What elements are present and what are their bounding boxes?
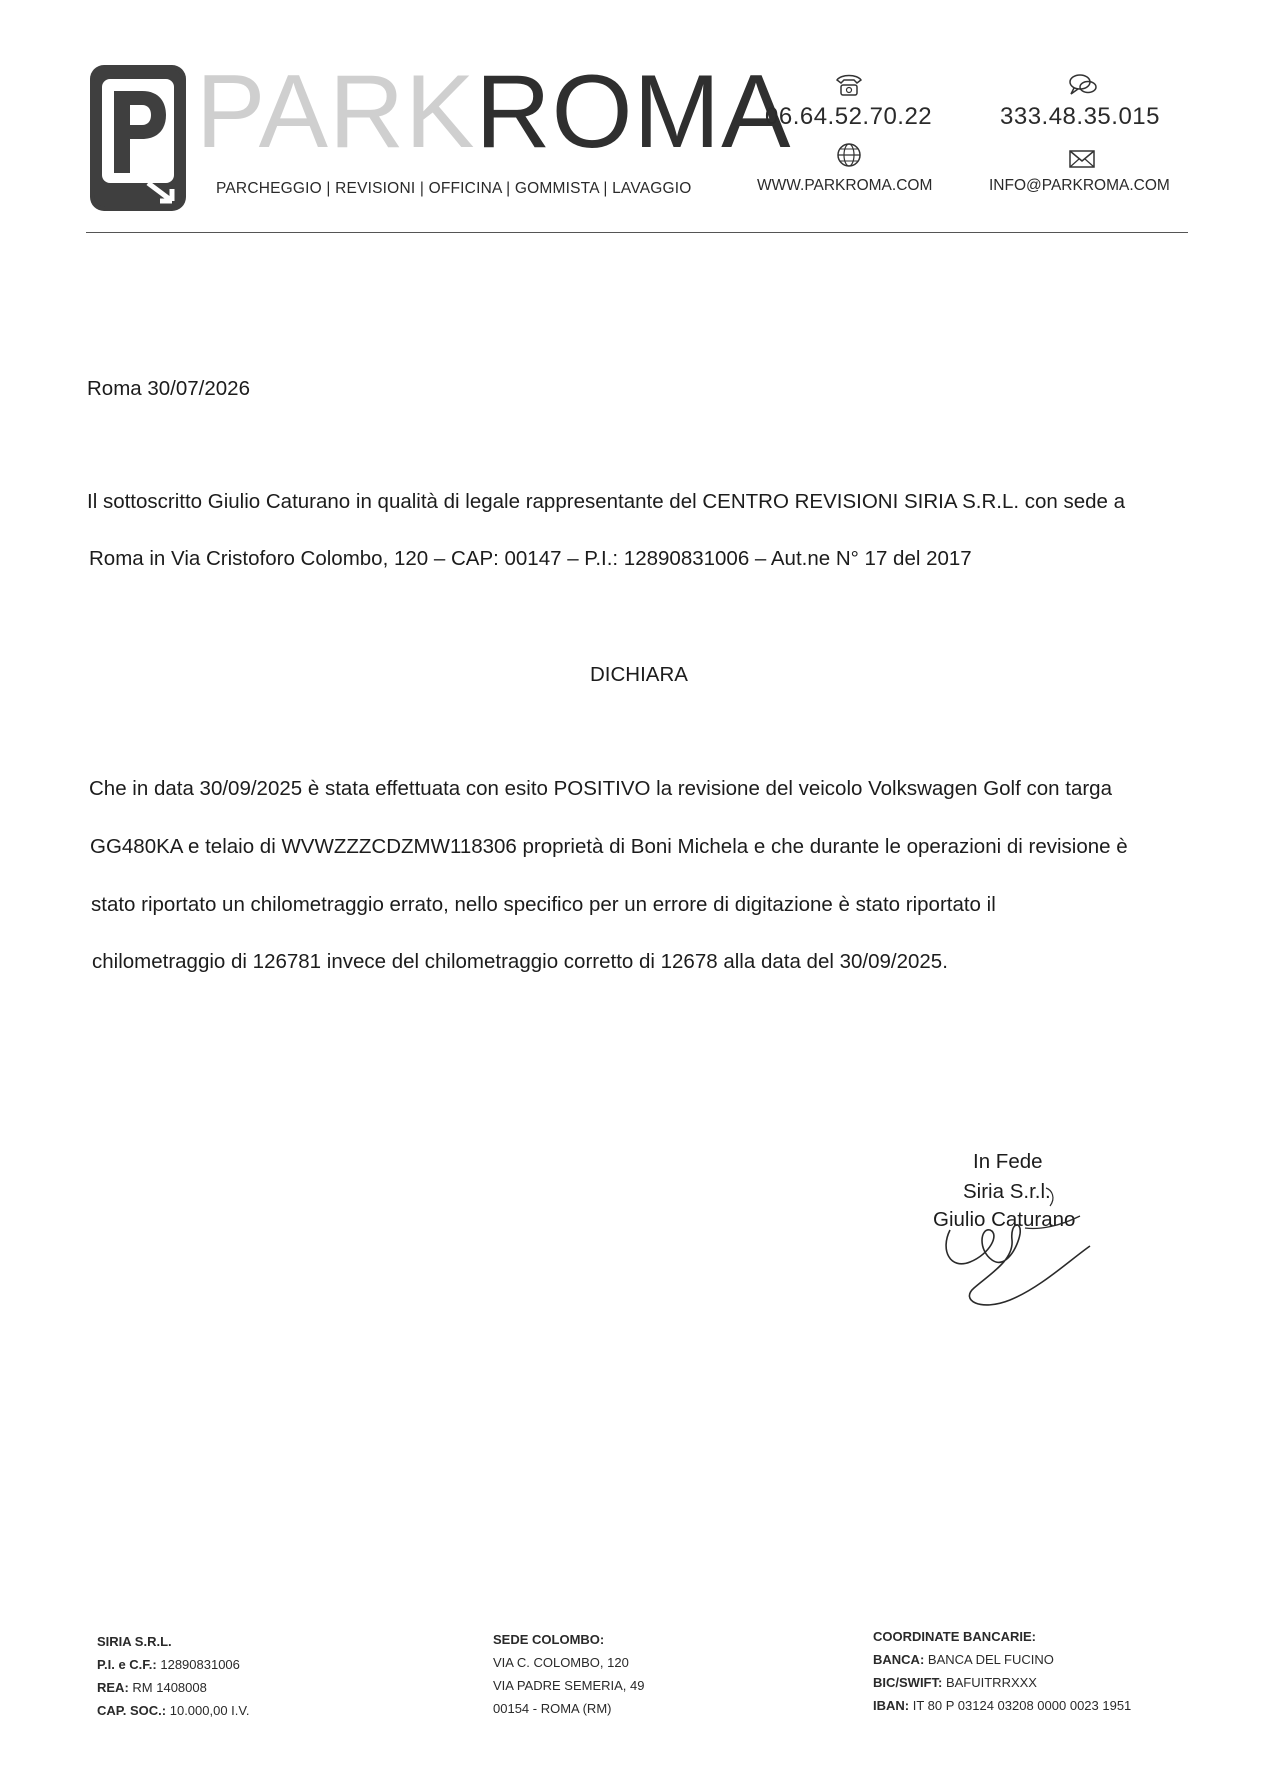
telephone-icon xyxy=(833,72,865,98)
company-name: SIRIA S.R.L. xyxy=(97,1634,172,1649)
banca-label: BANCA: xyxy=(873,1652,925,1667)
phone-number[interactable]: 06.64.52.70.22 xyxy=(765,103,933,130)
mobile-number[interactable]: 333.48.35.015 xyxy=(1000,103,1160,130)
website-link[interactable]: WWW.PARKROMA.COM xyxy=(757,177,933,194)
iban-label: IBAN: xyxy=(873,1698,910,1713)
handwritten-signature xyxy=(930,1150,1110,1310)
tagline: PARCHEGGIO | REVISIONI | OFFICINA | GOMMISTA | LAVAGGIO xyxy=(216,180,692,197)
signature-name: Giulio Caturano xyxy=(933,1208,1076,1231)
iban-value: IT 80 P 03124 03208 0000 0023 1951 xyxy=(912,1698,1132,1713)
footer-sede xyxy=(493,1628,644,1720)
bic-value: BAFUITRRXXX xyxy=(945,1675,1037,1690)
footer-company xyxy=(97,1630,250,1722)
declaration-heading: DICHIARA xyxy=(590,663,688,686)
rea-value: RM 1408008 xyxy=(132,1680,207,1695)
body-line-4: chilometraggio di 126781 invece del chilometraggio corretto di 12678 alla data del 30/09/2025. xyxy=(92,950,948,973)
bic-label: BIC/SWIFT: xyxy=(873,1675,943,1690)
sede-line-3: 00154 - ROMA (RM) xyxy=(493,1701,612,1716)
capital-value: 10.000,00 I.V. xyxy=(169,1703,250,1718)
brand-park: PARK xyxy=(196,54,476,170)
piva-value: 12890831006 xyxy=(160,1657,240,1672)
signature-closing: In Fede xyxy=(973,1150,1043,1173)
rea-label: REA: xyxy=(97,1680,129,1695)
bank-title: COORDINATE BANCARIE: xyxy=(873,1629,1036,1644)
email-link[interactable]: INFO@PARKROMA.COM xyxy=(989,177,1170,194)
body-line-2: GG480KA e telaio di WVWZZZCDZMW118306 proprietà di Boni Michela e che durante le operazioni di revisione è xyxy=(90,835,1128,858)
sede-line-2: VIA PADRE SEMERIA, 49 xyxy=(493,1678,645,1693)
globe-icon xyxy=(833,142,865,168)
header-divider xyxy=(86,232,1188,233)
date-line: Roma 30/07/2026 xyxy=(87,377,250,400)
sede-line-1: VIA C. COLOMBO, 120 xyxy=(493,1655,629,1670)
parking-logo-icon xyxy=(90,65,186,211)
capital-label: CAP. SOC.: xyxy=(97,1703,167,1718)
banca-value: BANCA DEL FUCINO xyxy=(927,1652,1054,1667)
sede-title: SEDE COLOMBO: xyxy=(493,1632,605,1647)
chat-bubbles-icon xyxy=(1066,72,1098,98)
signature-company: Siria S.r.l. xyxy=(963,1180,1051,1203)
brand-roma: ROMA xyxy=(475,54,792,170)
envelope-icon xyxy=(1066,146,1098,172)
intro-line-2: Roma in Via Cristoforo Colombo, 120 – CAP: 00147 – P.I.: 12890831006 – Aut.ne N° 17 del 2017 xyxy=(89,547,972,570)
piva-label: P.I. e C.F.: xyxy=(97,1657,157,1672)
intro-line-1: Il sottoscritto Giulio Caturano in qualità di legale rappresentante del CENTRO REVISIONI SIRIA S.R.L. con sede a xyxy=(87,490,1126,513)
body-line-1: Che in data 30/09/2025 è stata effettuata con esito POSITIVO la revisione del veicolo Volkswagen Golf con targa xyxy=(89,777,1112,800)
body-line-3: stato riportato un chilometraggio errato, nello specifico per un errore di digitazione è stato riportato il xyxy=(91,893,996,916)
brand-wordmark xyxy=(196,54,792,170)
footer-bank xyxy=(873,1625,1131,1717)
